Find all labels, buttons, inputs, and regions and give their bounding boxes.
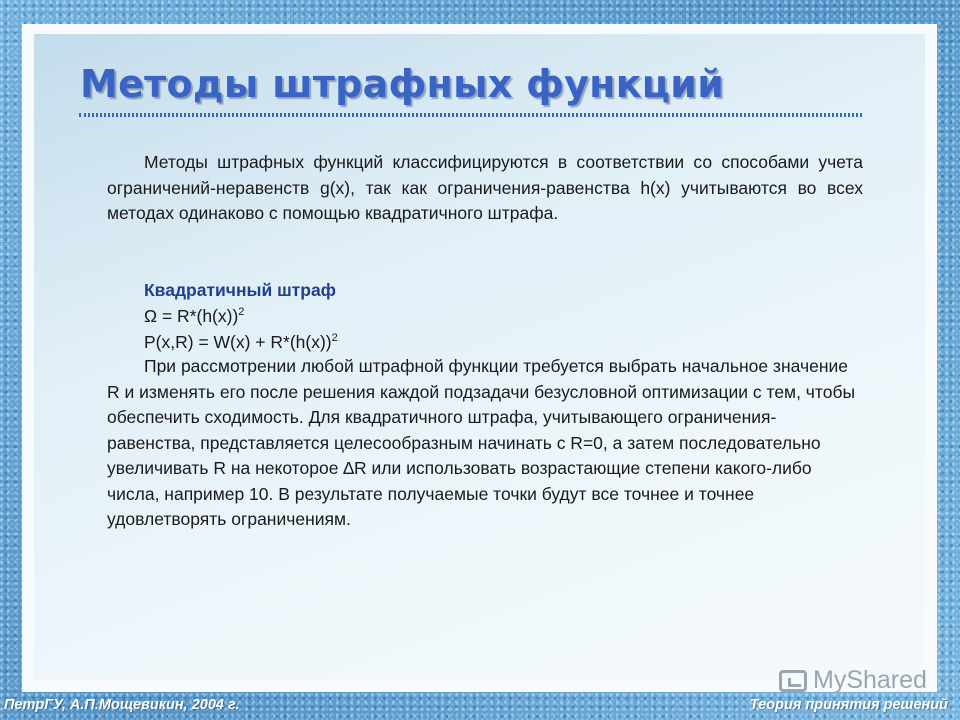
footer-course: Теория принятия решений bbox=[749, 697, 948, 713]
penalty-formula-exponent: 2 bbox=[331, 332, 338, 344]
content-panel bbox=[34, 34, 927, 694]
omega-symbol: Ω bbox=[144, 306, 158, 326]
omega-formula bbox=[144, 306, 244, 327]
intro-paragraph: Методы штрафных функций классифицируются в соответствии со способами учета ограничений-неравенств g(x), так как ограничения-равенства h(x) учитываются во всех методах одинаково с помощью квадратичного штрафа. bbox=[107, 152, 863, 223]
slide bbox=[22, 24, 937, 692]
slide-title: Методы штрафных функций bbox=[80, 62, 725, 106]
section-heading: Квадратичный штраф bbox=[144, 280, 336, 300]
myshared-watermark bbox=[779, 666, 927, 695]
omega-formula-exponent: 2 bbox=[238, 306, 245, 318]
myshared-logo-icon bbox=[779, 670, 807, 692]
body-text-part1: При рассмотрении любой штрафной функции требуется выбрать начальное значение R и изменять его после решения каждой подзадачи безусловной оптимизации с тем, чтобы обеспечить сходимость. Для квадратичного штрафа, учитывающего ограничения-равенства, представляется целесообразным начинать с R=0, а затем последовательно увеличивать R на некоторое bbox=[107, 356, 856, 478]
penalty-formula-body: P(x,R) = W(x) + R*(h(x)) bbox=[144, 332, 332, 352]
title-underline bbox=[79, 113, 862, 117]
omega-formula-body: = R*(h(x)) bbox=[157, 306, 239, 326]
footer-author: ПетрГУ, А.П.Мощевикин, 2004 г. bbox=[4, 697, 240, 713]
penalty-formula bbox=[144, 332, 338, 353]
body-text-part2: или использовать возрастающие степени какого-либо числа, например 10. В результате получаемые точки будут все точнее и точнее удовлетворять ограничениям. bbox=[107, 458, 812, 529]
body-paragraph bbox=[107, 354, 863, 533]
watermark-text: MyShared bbox=[813, 666, 927, 694]
delta-r: ∆R bbox=[343, 458, 367, 478]
